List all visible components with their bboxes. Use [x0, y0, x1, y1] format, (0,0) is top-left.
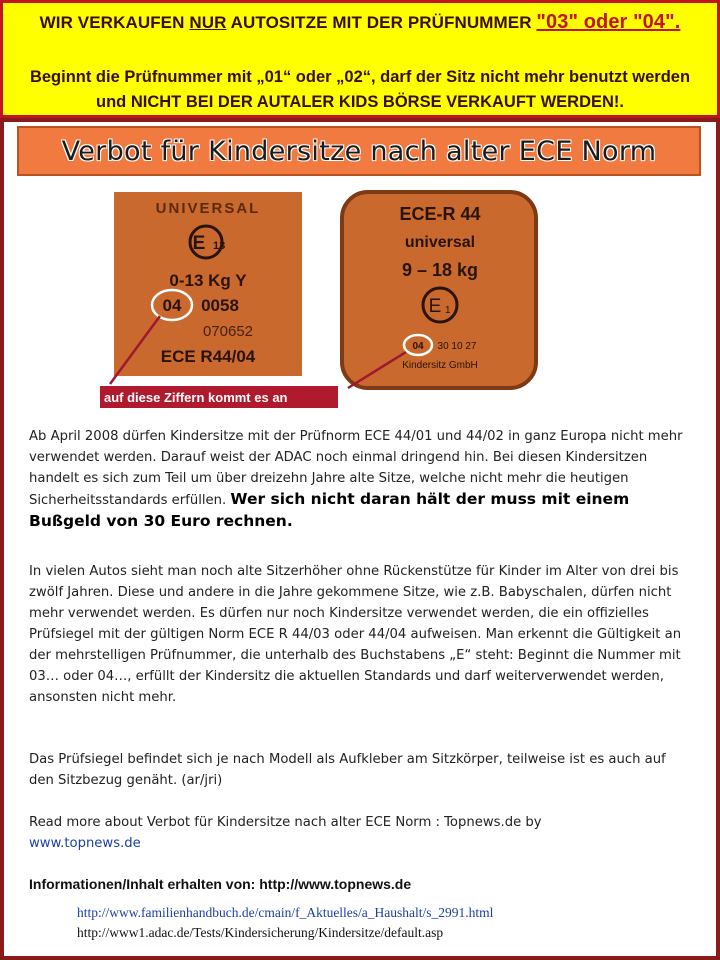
headline-box [17, 126, 701, 176]
notice-mid: AUTOSITZE MIT DER PRÜFNUMMER [226, 13, 537, 32]
notice-numbers: "03" oder "04". [536, 11, 681, 33]
right-label-weight: 9 – 18 kg [401, 260, 479, 280]
left-ece-label [114, 192, 302, 376]
left-code-highlight: 04 [162, 296, 182, 315]
topnews-link[interactable]: www.topnews.de [29, 836, 141, 851]
familienhandbuch-link[interactable]: http://www.familienhandbuch.de/cmain/f_Aktuelles/a_Haushalt/s_2991.html [77, 905, 494, 920]
notice-nur: NUR [189, 13, 227, 32]
paragraph-3: Das Prüfsiegel befindet sich je nach Modell als Aufkleber am Sitzkörper, teilweise ist es auch auf den Sitzbezug genäht. (ar/jri) [29, 752, 666, 788]
read-more-text: Read more about Verbot für Kindersitze nach alter ECE Norm : Topnews.de by [29, 815, 542, 830]
info-source-label: Informationen/Inhalt erhalten von: http://www.topnews.de [29, 876, 412, 892]
right-ece-label [342, 192, 536, 388]
left-code-rest: 0058 [201, 296, 239, 315]
left-label-universal: UNIVERSAL [155, 200, 261, 217]
notice-prefix: WIR VERKAUFEN [39, 13, 190, 32]
right-code-highlight: 04 [412, 341, 424, 352]
paragraph-2: In vielen Autos sieht man noch alte Sitzerhöher ohne Rückenstütze für Kinder im Alter von drei bis zwölf Jahren. Diese und andere in die Jahre gekommene Sitze, wie z.B. Babyschalen, dürfen nicht mehr verwendet werden. Es dürfen nur noch Kindersitze verwendet werden, die ein offizielles Prüfsiegel mit der gültigen Norm ECE R 44/03 oder 44/04 aufweisen. Man erkennt die Gültigkeit an der mehrstelligen Prüfnummer, die unterhalb des Buchstabens „E“ steht: Beginnt die Nummer mit 03… oder 04…, erfüllt der Kindersitz die aktuellen Standards und darf weiterverwendet werden, ansonsten nicht mehr. [29, 564, 682, 705]
right-label-maker: Kindersitz GmbH [402, 360, 478, 371]
fine-warning: Wer sich nicht daran hält der muss mit einem Bußgeld von 30 Euro rechnen. [29, 490, 630, 530]
left-label-norm: ECE R44/04 [160, 347, 256, 366]
paragraph-4 [29, 812, 689, 854]
right-code-rest: 30 10 27 [437, 341, 477, 352]
figure-caption: auf diese Ziffern kommt es an [104, 390, 288, 405]
ece-labels-figure [100, 186, 610, 412]
notice-line-2: Beginnt die Prüfnummer mit „01“ oder „02“, darf der Sitz nicht mehr benutzt werden und NICHT BEI DER AUTALER KIDS BÖRSE VERKAUFT WERDEN!. [29, 68, 691, 111]
page-title: Verbot für Kindersitze nach alter ECE Norm [61, 135, 657, 167]
left-emark-number: 13 [213, 240, 226, 252]
left-emark-letter: E [192, 233, 206, 254]
left-label-serial: 070652 [202, 323, 254, 340]
paragraph-1 [29, 426, 689, 533]
notice-line-1 [3, 11, 717, 34]
right-emark-number: 1 [445, 305, 451, 316]
paragraph-1-text: Ab April 2008 dürfen Kindersitze mit der Prüfnorm ECE 44/01 und 44/02 in ganz Europa nicht mehr verwendet werden. Darauf weist der ADAC noch einmal dringend hin. Bei diesen Kindersitzen handelt es sich zum Teil um über dreizehn Jahre alte Sitze, welche nicht mehr die heutigen Sicherheitsstandards erfüllen. [29, 429, 683, 508]
left-label-weight: 0-13 Kg Y [169, 271, 247, 290]
right-label-universal: universal [404, 234, 476, 251]
notice-banner [0, 0, 720, 118]
right-emark-letter: E [428, 296, 442, 317]
right-label-norm: ECE-R 44 [399, 204, 481, 224]
adac-link[interactable]: http://www1.adac.de/Tests/Kindersicherung/Kindersitze/default.asp [77, 925, 444, 940]
divider [0, 118, 720, 122]
